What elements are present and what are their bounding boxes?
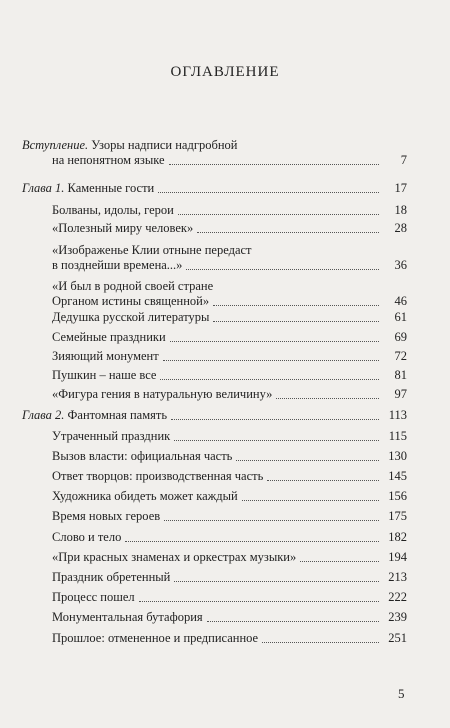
entry-title — [52, 429, 170, 444]
entry-title — [52, 449, 232, 464]
entry-title — [22, 408, 167, 423]
entry-page-number: 18 — [394, 203, 407, 217]
dot-leader — [276, 398, 379, 399]
dot-leader — [160, 379, 379, 380]
toc-subentry — [52, 203, 407, 218]
toc-entry — [22, 138, 407, 168]
entry-page-number: 130 — [388, 449, 407, 463]
toc-subentry — [52, 509, 407, 524]
entry-text: Праздник обретенный — [52, 570, 171, 584]
entry-title — [52, 570, 170, 585]
entry-text: Узоры надписи надгробной — [88, 138, 238, 152]
dot-leader — [170, 341, 379, 342]
entry-page-number: 7 — [400, 153, 407, 167]
toc-subentry — [52, 330, 407, 345]
page-number: 5 — [398, 686, 405, 701]
toc-entry — [22, 408, 407, 423]
entry-text: «При красных знаменах и оркестрах музыки» — [52, 550, 297, 564]
toc-subentry — [52, 243, 407, 273]
entry-title — [52, 368, 156, 383]
entry-page-number: 115 — [388, 429, 407, 443]
entry-title — [52, 631, 258, 646]
entry-text: Слово и тело — [52, 530, 122, 544]
entry-page-number: 28 — [394, 221, 407, 235]
entry-page-number: 194 — [388, 550, 407, 564]
entry-page-number: 156 — [388, 489, 407, 503]
entry-title — [52, 530, 121, 545]
dot-leader — [300, 561, 379, 562]
entry-title — [52, 279, 213, 294]
toc-subentry — [52, 429, 407, 444]
toc-subentry — [52, 530, 407, 545]
entry-page-number: 213 — [388, 570, 407, 584]
entry-text: «И был в родной своей стране — [52, 279, 214, 293]
dot-leader — [174, 440, 379, 441]
entry-title — [52, 610, 203, 625]
entry-prefix: Вступление. — [22, 138, 89, 152]
entry-text-continued: Органом истины священной» — [52, 294, 210, 308]
entry-title — [52, 330, 166, 345]
dot-leader — [242, 500, 379, 501]
dot-leader — [163, 360, 379, 361]
entry-text: Каменные гости — [64, 181, 155, 195]
entry-page-number: 17 — [394, 181, 407, 195]
entry-page-number: 69 — [394, 330, 407, 344]
toc-subentry — [52, 368, 407, 383]
toc-subentry — [52, 449, 407, 464]
toc-subentry — [52, 469, 407, 484]
toc-subentry — [52, 221, 407, 236]
entry-text: Процесс пошел — [52, 590, 135, 604]
entry-prefix: Глава 2. — [22, 408, 65, 422]
entry-text: Дедушка русской литературы — [52, 310, 210, 324]
entry-page-number: 175 — [388, 509, 407, 523]
dot-leader — [197, 232, 379, 233]
entry-title — [52, 469, 263, 484]
entry-text: Монументальная бутафория — [52, 610, 203, 624]
entry-text: Вызов власти: официальная часть — [52, 449, 233, 463]
toc-subentry — [52, 279, 407, 309]
toc-subentry — [52, 631, 407, 646]
entry-prefix: Глава 1. — [22, 181, 65, 195]
toc-subentry — [52, 489, 407, 504]
toc-subentry — [52, 570, 407, 585]
entry-text: Время новых героев — [52, 509, 161, 523]
entry-title — [22, 181, 154, 196]
toc-subentry — [52, 349, 407, 364]
entry-page-number: 72 — [394, 349, 407, 363]
entry-text: «Изображенье Клии отныне передаст — [52, 243, 252, 257]
dot-leader — [186, 269, 379, 270]
toc-subentry — [52, 550, 407, 565]
entry-page-number: 222 — [388, 590, 407, 604]
entry-title — [22, 138, 237, 153]
entry-title — [52, 349, 159, 364]
dot-leader — [213, 305, 379, 306]
entry-title — [52, 310, 209, 325]
dot-leader — [125, 541, 379, 542]
toc-subentry — [52, 590, 407, 605]
toc-subentry — [52, 387, 407, 402]
entry-text: Утраченный праздник — [52, 429, 171, 443]
dot-leader — [236, 460, 379, 461]
entry-text-continued: на непонятном языке — [52, 153, 165, 167]
entry-title — [52, 550, 296, 565]
entry-page-number: 113 — [388, 408, 407, 422]
toc-entry — [22, 181, 407, 196]
entry-title — [52, 590, 135, 605]
entry-text: Семейные праздники — [52, 330, 166, 344]
entry-page-number: 145 — [388, 469, 407, 483]
dot-leader — [267, 480, 379, 481]
entry-title — [52, 489, 238, 504]
dot-leader — [178, 214, 379, 215]
dot-leader — [158, 192, 379, 193]
dot-leader — [174, 581, 379, 582]
entry-page-number: 46 — [394, 294, 407, 308]
entry-page-number: 36 — [394, 258, 407, 272]
dot-leader — [139, 601, 379, 602]
dot-leader — [164, 520, 379, 521]
entry-page-number: 61 — [394, 310, 407, 324]
dot-leader — [169, 164, 379, 165]
entry-text-continued: в позднейши времена...» — [52, 258, 183, 272]
entry-title — [52, 243, 252, 258]
entry-page-number: 97 — [394, 387, 407, 401]
dot-leader — [171, 419, 379, 420]
entry-text: «Полезный миру человек» — [52, 221, 194, 235]
entry-text: Болваны, идолы, герои — [52, 203, 174, 217]
entry-page-number: 81 — [394, 368, 407, 382]
entry-text: Фантомная память — [64, 408, 168, 422]
entry-page-number: 251 — [388, 631, 407, 645]
entry-text: Художника обидеть может каждый — [52, 489, 238, 503]
entry-text: «Фигура гения в натуральную величину» — [52, 387, 273, 401]
entry-page-number: 182 — [388, 530, 407, 544]
entry-text: Ответ творцов: производственная часть — [52, 469, 264, 483]
entry-title — [52, 387, 272, 402]
dot-leader — [213, 321, 379, 322]
entry-text: Зияющий монумент — [52, 349, 159, 363]
page-title: ОГЛАВЛЕНИЕ — [170, 64, 280, 80]
entry-title — [52, 221, 193, 236]
entry-title — [52, 509, 160, 524]
toc-subentry — [52, 610, 407, 625]
entry-text: Пушкин – наше все — [52, 368, 157, 382]
entry-text: Прошлое: отмененное и предписанное — [52, 631, 259, 645]
entry-page-number: 239 — [388, 610, 407, 624]
dot-leader — [262, 642, 379, 643]
entry-title — [52, 203, 174, 218]
toc-subentry — [52, 310, 407, 325]
dot-leader — [207, 621, 379, 622]
